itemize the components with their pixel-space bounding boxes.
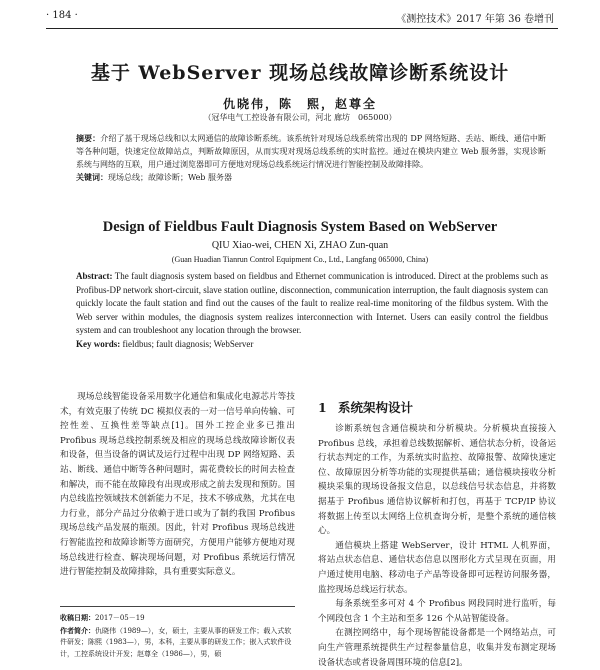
section-title: 系统架构设计 xyxy=(338,400,414,415)
abstract-zh-text: 介绍了基于现场总线和以太网通信的故障诊断系统。该系统针对现场总线系统常出现的 DP 网络短路、丢站、断线、通信中断等各种问题，快速定位故障站点，判断故障原因，从而实现对现场总线系统的实时监控。通过在模块内建立 Web 服务器，实现诊断系统与网络的互联，用户通过浏览器即可方便地对现场总线系统运行情况进行智能控制及故障排除。 xyxy=(76,134,546,169)
page-number: · 184 · xyxy=(46,10,78,21)
section-paragraph: 在测控网络中，每个现场智能设备都是一个网络站点，可向生产管理系统提供生产过程参量信息，收集并发布测定现场设备状态或者设备周围环境的信息[2]。 xyxy=(318,628,556,668)
affiliation-en: (Guan Huadian Tianrun Control Equipment Co., Ltd., Langfang 065000, China) xyxy=(171,255,429,264)
section-paragraph: 每条系统至多可对 4 个 Profibus 网段同时进行监听，每个网段包含 1 个主站和至多 126 个从站智能设备。 xyxy=(318,599,556,624)
keywords-en-label: Key words: xyxy=(76,338,121,349)
authors-en: QIU Xiao-wei, CHEN Xi, ZHAO Zun-quan xyxy=(211,240,389,251)
bio-label: 作者简介： xyxy=(60,625,95,635)
received-label: 收稿日期： xyxy=(60,613,95,622)
footnote xyxy=(60,612,295,660)
paper-title-zh: 基于 WebServer 现场总线故障诊断系统设计 xyxy=(90,62,510,84)
keywords-en-text: fieldbus; fault diagnosis; WebServer xyxy=(122,338,254,349)
abstract-en xyxy=(76,270,548,351)
affiliation-zh: （冠华电气工控设备有限公司，河北 廊坊 065000） xyxy=(203,113,397,122)
abstract-zh-label: 摘要： xyxy=(76,133,101,143)
header-rule xyxy=(46,28,558,29)
keywords-zh-label: 关键词： xyxy=(76,172,108,183)
abstract-zh xyxy=(76,132,546,185)
keywords-zh-text: 现场总线；故障诊断；Web 服务器 xyxy=(108,173,232,183)
section-number: 1 xyxy=(318,400,327,415)
bio-text: 仇晓伟（1989—），女，硕士，主要从事的研发工作；载入式软件研发；陈熙（1983—），男，本科，主要从事的研发工作；嵌入式软件设计，工控系统设计开发；赵尊全（1986—），男，硕 xyxy=(60,626,292,658)
abstract-en-text: The fault diagnosis system based on fieldbus and Ethernet communication is introduced. Direct at the problems such as Profibus-DP network short-circuit, slave station outline, disconnection, communication interruption, the fault diagnosis system can quickly locate the fault station and find out the causes of the fault to realize real-time monitoring of the fildbus system. With the Web server within modules, the diagnosis system realizes interconnection with Internet. Users can easily control the fieldbus system and can troubleshoot any location through the browser. xyxy=(76,271,548,335)
section-paragraph: 诊断系统包含通信模块和分析模块。分析模块直接接入 Profibus 总线，承担着总线数据解析、通信状态分析，设备运行状态判定的工作，为系统实时监控、故障报警、故障快速定位、故障原因分析等功能的实现提供基础；通信模块接收分析模块采集的现场设备报文信息，以总线信号状态信息，并将数据基于 Profibus 通信协议解析和打包，再基于 TCP/IP 协议将数据上传至以太网络上位机查询分析，是整个系统的通信核心。 xyxy=(318,424,556,537)
section-heading xyxy=(318,398,413,416)
intro-paragraph: 现场总线智能设备采用数字化通信和集成化电源芯片等技术，有效克服了传统 DC 模拟仪表的一对一信号单向传输、可控性差、互换性差等缺点[1]。国外工控企业多已推出 Profibus 现场总线控制系统及相应的现场总线故障诊断仪表和设备，但当设备的调试及运行过程中出现 DP 网络短路、丢站、断线、通信中断等各种问题时，需花费较长的时间去检查和解决，而不能在故障段有出现或形成之前去发现和预防。国内总线监控领域技术创新能力不足，技术不够成熟，尤其在电力行业，部分产品过分依赖于进口或为了制约我国 Profibus 现场总线产品发展的瓶颈。因此，针对 Profibus 现场总线进行智能监控和故障诊断等方面研究，方便用户能够方便地对现场总线进行检查、解决现场问题，对 Profibus 系统运行情况进行智能控制及故障排除，具有重要实际意义。 xyxy=(60,392,295,578)
abstract-en-label: Abstract: xyxy=(76,271,113,281)
journal-header: 《测控技术》2017 年第 36 卷增刊 xyxy=(396,14,554,25)
authors-zh: 仇晓伟，陈 熙，赵尊全 xyxy=(222,97,377,111)
section-body xyxy=(318,422,556,670)
received-date: 2017－05－19 xyxy=(95,614,145,622)
footnote-rule xyxy=(60,606,295,607)
paper-title-en: Design of Fieldbus Fault Diagnosis System Based on WebServer xyxy=(102,219,498,235)
section-paragraph: 通信模块上搭建 WebServer，设计 HTML 人机界面，将站点状态信息、通信状态信息以图形化方式呈现在页面，用户通过使用电脑、移动电子产品等设备即可远程访问服务器，监控现场总线运行状态。 xyxy=(318,540,556,595)
intro-column xyxy=(60,390,295,580)
